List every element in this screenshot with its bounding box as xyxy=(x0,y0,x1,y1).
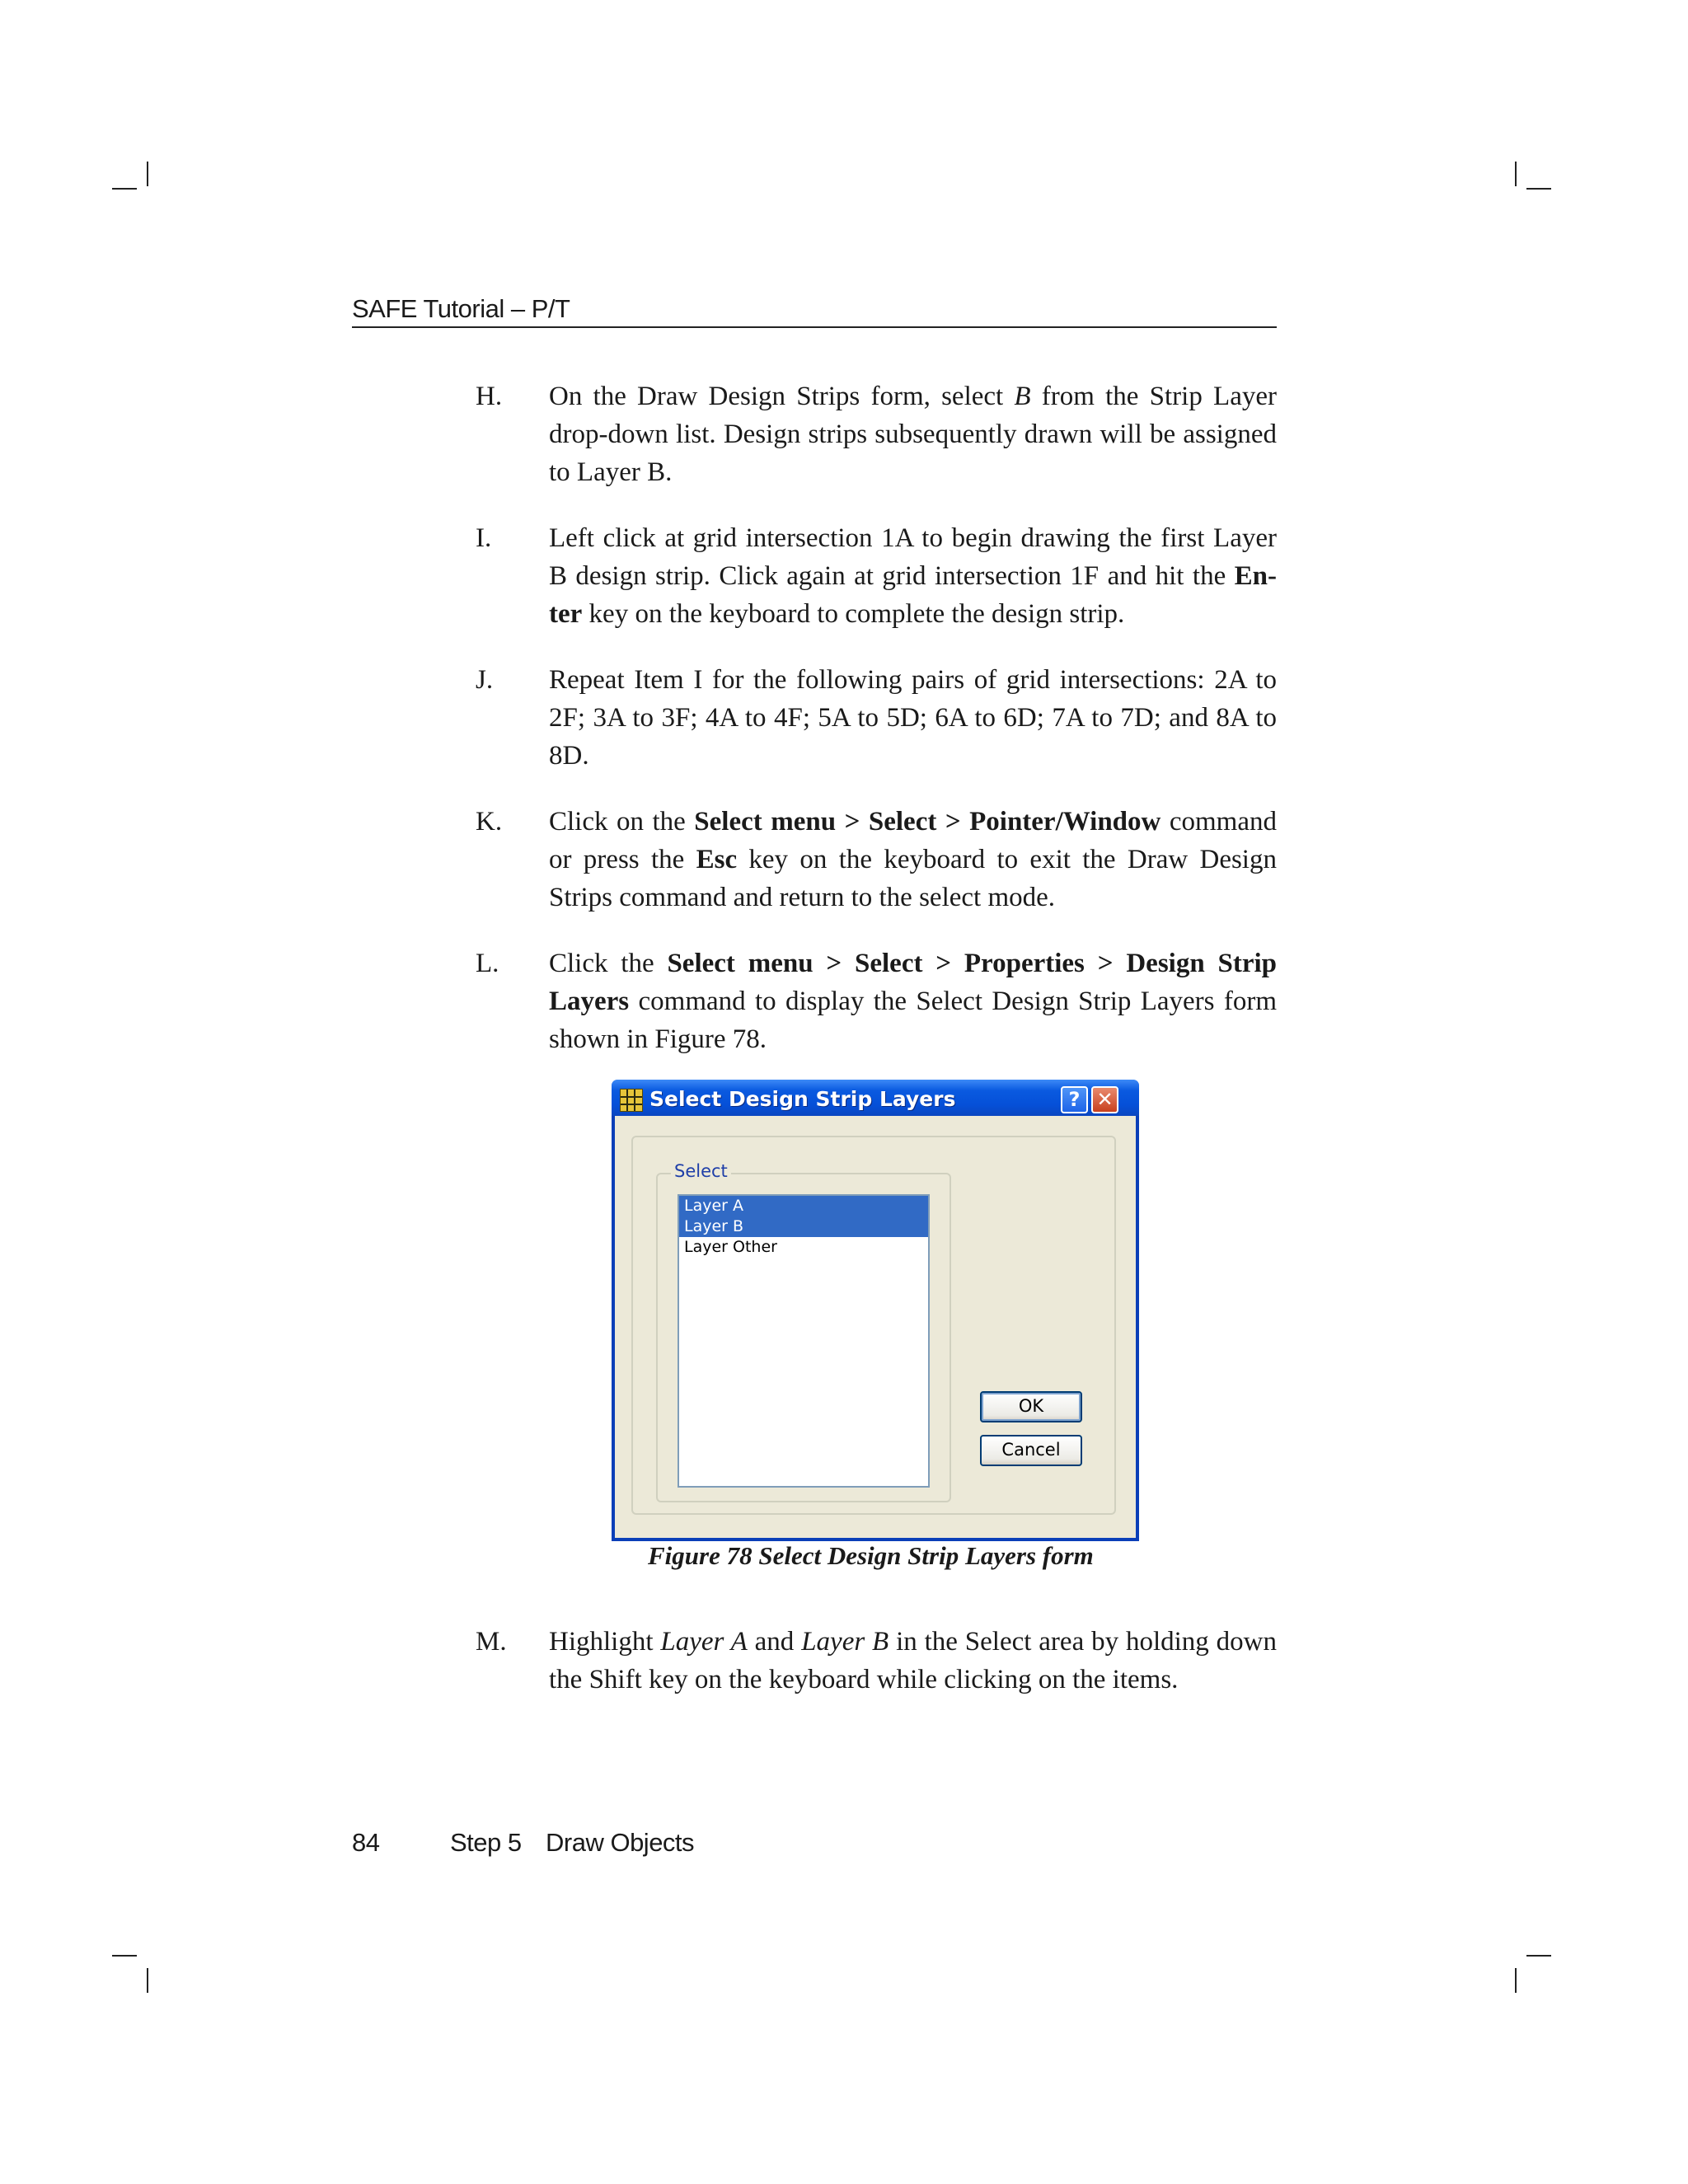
step-letter: M. xyxy=(476,1627,507,1657)
step-letter: I. xyxy=(476,523,492,553)
crop-mark xyxy=(1526,188,1551,190)
crop-mark xyxy=(1526,1955,1551,1957)
crop-mark xyxy=(1515,1968,1517,1993)
text-run: Left click at grid intersection 1A to begin drawing the first Layer B design strip. Click again at grid intersection 1F and hit the xyxy=(549,523,1277,591)
list-item-layer-other[interactable]: Layer Other xyxy=(684,1238,777,1256)
select-group xyxy=(656,1161,951,1502)
step-letter: H. xyxy=(476,382,503,411)
step-letter: K. xyxy=(476,807,503,837)
text-run: and xyxy=(747,1627,802,1657)
text-run: key on the keyboard to exit the Draw Design Strips command and return to the select mode. xyxy=(549,845,1277,912)
dialog-client-area xyxy=(615,1116,1136,1538)
ok-button[interactable]: OK xyxy=(980,1391,1082,1422)
text-run: in the Select area by holding down the Shift key on the keyboard while clicking on the items. xyxy=(549,1627,1277,1694)
dialog-title: Select Design Strip Layers xyxy=(649,1087,956,1111)
step-letter: L. xyxy=(476,949,499,978)
step-text xyxy=(549,1623,1277,1699)
footer-step: Step 5 xyxy=(450,1828,522,1857)
text-run: En-ter xyxy=(549,561,1277,629)
header-rule xyxy=(352,326,1277,328)
text-run: Select menu > Select > Properties > Design Strip Layers xyxy=(549,949,1278,1016)
step-text xyxy=(549,377,1277,491)
text-run: Click on the xyxy=(549,807,695,837)
text-run: command or press the xyxy=(549,807,1277,874)
text-run: Layer B xyxy=(801,1627,889,1657)
layer-listbox[interactable] xyxy=(678,1194,930,1488)
cancel-button[interactable]: Cancel xyxy=(980,1435,1082,1466)
step-text xyxy=(549,944,1277,1058)
close-button[interactable]: ✕ xyxy=(1091,1086,1118,1113)
text-run: Select menu > Select > Pointer/Window xyxy=(694,807,1161,837)
crop-mark xyxy=(147,162,148,186)
page-number: 84 xyxy=(352,1828,380,1857)
text-run: B xyxy=(1014,382,1031,411)
step-text: Repeat Item I for the following pairs of grid intersections: 2A to 2F; 3A to 3F; 4A to 4F; 5A to 5D; 6A to 6D; 7A to 7D; and 8A to 8D. xyxy=(549,665,1277,771)
text-run: On the Draw Design Strips form, select xyxy=(549,382,1015,411)
select-group-label: Select xyxy=(671,1161,731,1181)
text-run: Click the xyxy=(549,949,668,978)
text-run: command to display the Select Design Strip Layers form shown in Figure 78. xyxy=(549,987,1277,1054)
text-run: Highlight xyxy=(549,1627,661,1657)
text-run: from the Strip Layer drop-down list. Design strips subsequently drawn will be assigned to Layer B. xyxy=(549,382,1277,487)
crop-mark xyxy=(112,1955,137,1957)
crop-mark xyxy=(112,188,137,190)
app-grid-icon xyxy=(620,1089,643,1112)
dialog-title-bar[interactable] xyxy=(612,1080,1139,1116)
running-head: SAFE Tutorial – P/T xyxy=(352,294,570,323)
list-item-layer-a[interactable]: Layer A xyxy=(679,1196,928,1216)
help-button[interactable]: ? xyxy=(1061,1086,1088,1113)
step-text xyxy=(549,519,1277,633)
text-run: Layer A xyxy=(660,1627,748,1657)
crop-mark xyxy=(1515,162,1517,186)
step-text xyxy=(549,803,1277,916)
figure-caption: Figure 78 Select Design Strip Layers form xyxy=(648,1541,1094,1570)
text-run: key on the keyboard to complete the design strip. xyxy=(582,599,1125,629)
step-letter: J. xyxy=(476,665,494,695)
select-design-strip-layers-dialog xyxy=(612,1080,1139,1541)
text-run: Esc xyxy=(696,845,738,874)
crop-mark xyxy=(147,1968,148,1993)
list-item-layer-b[interactable]: Layer B xyxy=(679,1216,928,1237)
footer-title: Draw Objects xyxy=(546,1828,695,1857)
